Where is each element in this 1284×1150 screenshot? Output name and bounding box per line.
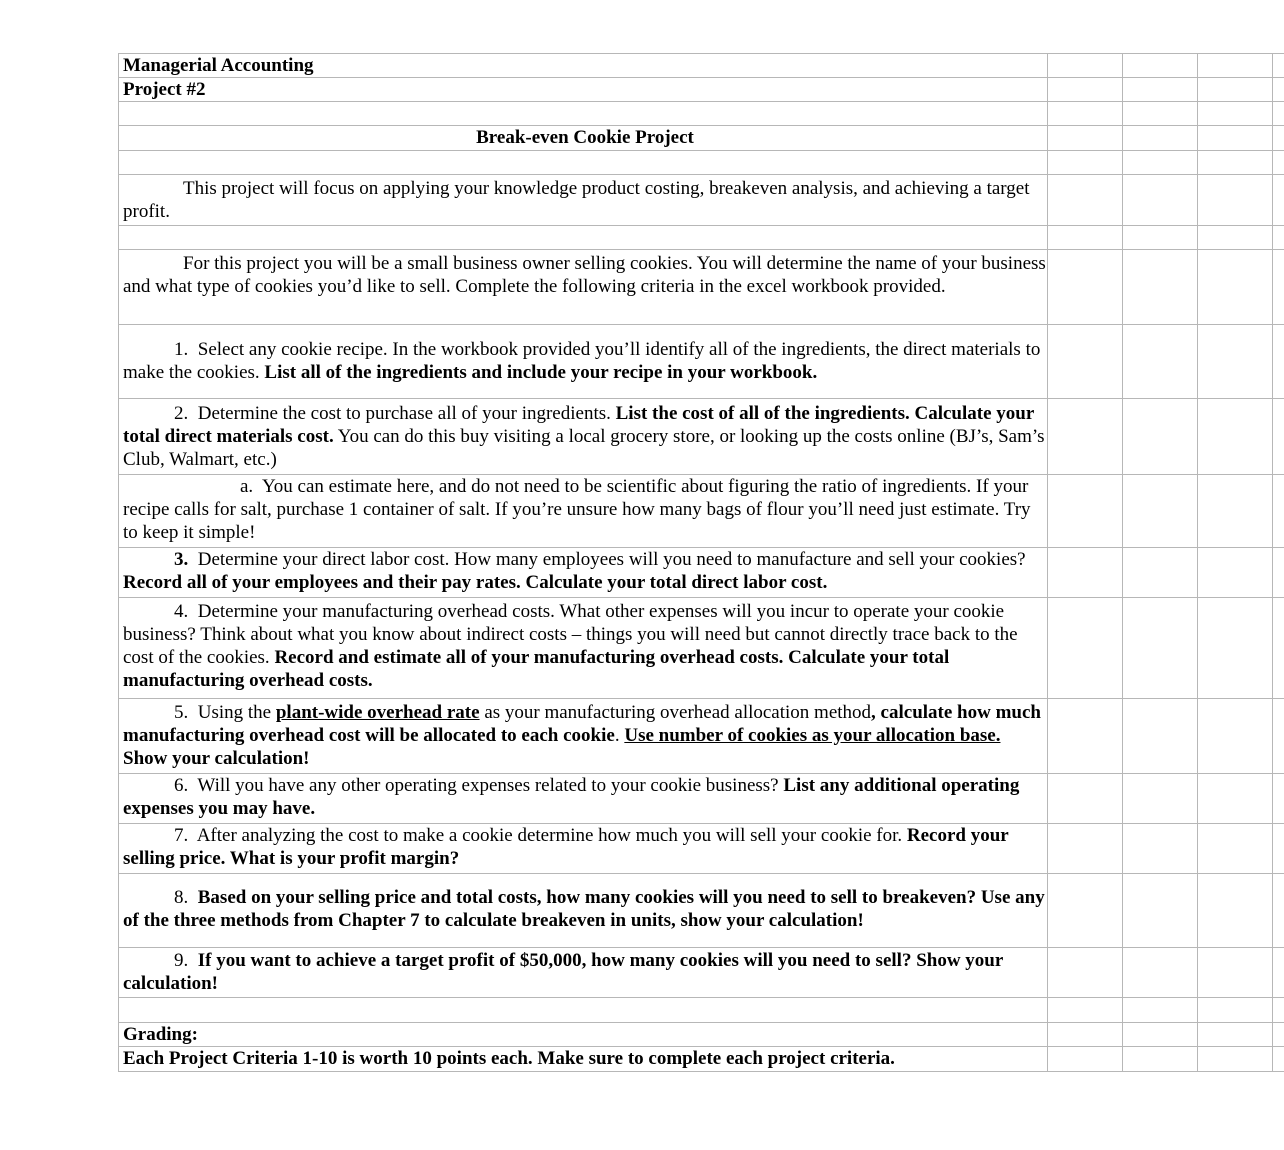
empty-cell[interactable] [1123, 998, 1198, 1023]
empty-cell[interactable] [1123, 151, 1198, 175]
empty-cell[interactable] [1048, 475, 1123, 548]
empty-cell[interactable] [1123, 399, 1198, 475]
empty-cell[interactable] [1198, 226, 1273, 250]
empty-cell[interactable] [1048, 54, 1123, 78]
empty-cell[interactable] [1198, 54, 1273, 78]
empty-cell[interactable] [1198, 598, 1273, 699]
empty-cell[interactable] [1123, 102, 1198, 126]
empty-cell[interactable] [119, 151, 1048, 175]
empty-cell[interactable] [1273, 824, 1284, 874]
row-intro-1 [119, 175, 1284, 226]
empty-cell[interactable] [1048, 1047, 1123, 1072]
empty-cell[interactable] [1123, 874, 1198, 948]
empty-cell[interactable] [1123, 250, 1198, 325]
empty-cell[interactable] [119, 998, 1048, 1023]
row-criterion-2 [119, 399, 1284, 475]
empty-cell[interactable] [1273, 151, 1284, 175]
empty-cell[interactable] [1123, 774, 1198, 824]
empty-cell[interactable] [1048, 226, 1123, 250]
empty-cell[interactable] [1048, 151, 1123, 175]
empty-cell[interactable] [1198, 325, 1273, 399]
empty-cell[interactable] [1273, 1047, 1284, 1072]
criterion-2a[interactable]: a. You can estimate here, and do not need to be scientific about figuring the ratio of ingredients. If your recipe calls for salt, purchase 1 container of salt. If you’re unsure how many bags of flour you’ll need just estimate. Try to keep it simple! [119, 475, 1048, 548]
cell-course[interactable]: Managerial Accounting [119, 54, 1048, 78]
row-criterion-4 [119, 598, 1284, 699]
empty-cell[interactable] [1273, 399, 1284, 475]
empty-cell[interactable] [1198, 175, 1273, 226]
empty-cell[interactable] [1273, 948, 1284, 998]
empty-cell[interactable] [1198, 774, 1273, 824]
criterion-4[interactable]: 4. Determine your manufacturing overhead costs. What other expenses will you incur to operate your cookie business? Think about what you know about indirect costs – things you will need but cannot directly trace back to the cost of the cookies. Record and estimate all of your manufacturing overhead costs. Calculate your total manufacturing overhead costs. [119, 598, 1048, 699]
empty-cell[interactable] [1273, 325, 1284, 399]
spreadsheet-grid [118, 53, 1284, 1072]
grading-text[interactable]: Each Project Criteria 1-10 is worth 10 points each. Make sure to complete each project criteria. [119, 1047, 1048, 1072]
empty-cell[interactable] [1123, 598, 1198, 699]
spreadsheet [118, 53, 1284, 1072]
page-title[interactable]: Break-even Cookie Project [119, 126, 1048, 151]
empty-cell[interactable] [1048, 548, 1123, 598]
empty-cell[interactable] [1048, 598, 1123, 699]
empty-cell[interactable] [1048, 998, 1123, 1023]
empty-cell[interactable] [1198, 126, 1273, 151]
empty-cell[interactable] [1273, 1023, 1284, 1047]
grading-label[interactable]: Grading: [119, 1023, 1048, 1047]
empty-cell[interactable] [1198, 1047, 1273, 1072]
empty-cell[interactable] [1198, 250, 1273, 325]
empty-cell[interactable] [1273, 54, 1284, 78]
intro-paragraph-2[interactable]: For this project you will be a small business owner selling cookies. You will determine the name of your business and what type of cookies you’d like to sell. Complete the following criteria in the excel workbook provided. [119, 250, 1048, 325]
empty-cell[interactable] [1273, 226, 1284, 250]
empty-cell[interactable] [1123, 325, 1198, 399]
empty-cell[interactable] [1198, 548, 1273, 598]
empty-cell[interactable] [1048, 325, 1123, 399]
empty-cell[interactable] [1198, 699, 1273, 774]
criterion-7[interactable]: 7. After analyzing the cost to make a cookie determine how much you will sell your cookie for. Record your selling price. What is your profit margin? [119, 824, 1048, 874]
criterion-5[interactable]: 5. Using the plant-wide overhead rate as your manufacturing overhead allocation method, calculate how much manufacturing overhead cost will be allocated to each cookie. Use number of cookies as your allocation base. Show your calculation! [119, 699, 1048, 774]
empty-cell[interactable] [1198, 475, 1273, 548]
empty-cell[interactable] [1273, 998, 1284, 1023]
criterion-9[interactable]: 9. If you want to achieve a target profit of $50,000, how many cookies will you need to sell? Show your calculation! [119, 948, 1048, 998]
criterion-6[interactable]: 6. Will you have any other operating expenses related to your cookie business? List any additional operating expenses you may have. [119, 774, 1048, 824]
row-title [119, 126, 1284, 151]
empty-cell[interactable] [1048, 78, 1123, 102]
criterion-3[interactable]: 3. Determine your direct labor cost. How many employees will you need to manufacture and sell your cookies? Record all of your employees and their pay rates. Calculate your total direct labor cost. [119, 548, 1048, 598]
empty-cell[interactable] [1198, 151, 1273, 175]
empty-cell[interactable] [1048, 399, 1123, 475]
empty-cell[interactable] [1273, 874, 1284, 948]
empty-cell[interactable] [1273, 475, 1284, 548]
empty-cell[interactable] [1273, 175, 1284, 226]
empty-cell[interactable] [1273, 102, 1284, 126]
empty-cell[interactable] [1123, 948, 1198, 998]
empty-cell[interactable] [1198, 824, 1273, 874]
empty-cell[interactable] [1198, 399, 1273, 475]
empty-cell[interactable] [1048, 699, 1123, 774]
empty-cell[interactable] [1123, 175, 1198, 226]
criterion-1[interactable]: 1. Select any cookie recipe. In the workbook provided you’ll identify all of the ingredients, the direct materials to make the cookies. List all of the ingredients and include your recipe in your workbook. [119, 325, 1048, 399]
empty-cell[interactable] [1123, 824, 1198, 874]
empty-cell[interactable] [1048, 1023, 1123, 1047]
empty-cell[interactable] [1273, 548, 1284, 598]
row-criterion-3 [119, 548, 1284, 598]
empty-cell[interactable] [1273, 598, 1284, 699]
empty-cell[interactable] [1123, 1047, 1198, 1072]
empty-cell[interactable] [1123, 699, 1198, 774]
empty-cell[interactable] [1123, 54, 1198, 78]
row-intro-2 [119, 250, 1284, 325]
empty-cell[interactable] [1048, 175, 1123, 226]
empty-cell[interactable] [1048, 102, 1123, 126]
row-criterion-5 [119, 699, 1284, 774]
row-grading-label [119, 1023, 1284, 1047]
row-criterion-8 [119, 874, 1284, 948]
empty-cell[interactable] [1273, 250, 1284, 325]
empty-cell[interactable] [1198, 102, 1273, 126]
row-grading-text [119, 1047, 1284, 1072]
criterion-2[interactable]: 2. Determine the cost to purchase all of your ingredients. List the cost of all of the ingredients. Calculate your total direct materials cost. You can do this buy visiting a local grocery store, or looking up the costs online (BJ’s, Sam’s Club, Walmart, etc.) [119, 399, 1048, 475]
empty-cell[interactable] [1123, 1023, 1198, 1047]
row-criterion-1 [119, 325, 1284, 399]
empty-cell[interactable] [1273, 126, 1284, 151]
empty-cell[interactable] [1048, 250, 1123, 325]
row-criterion-9 [119, 948, 1284, 998]
empty-cell[interactable] [1123, 226, 1198, 250]
row-course [119, 54, 1284, 78]
empty-cell[interactable] [1198, 1023, 1273, 1047]
empty-cell[interactable] [1198, 78, 1273, 102]
empty-cell[interactable] [1198, 948, 1273, 998]
empty-cell[interactable] [1048, 824, 1123, 874]
empty-cell[interactable] [1048, 948, 1123, 998]
empty-cell[interactable] [1123, 126, 1198, 151]
row-blank [119, 226, 1284, 250]
row-criterion-7 [119, 824, 1284, 874]
empty-cell[interactable] [1048, 874, 1123, 948]
empty-cell[interactable] [1273, 699, 1284, 774]
empty-cell[interactable] [1273, 774, 1284, 824]
empty-cell[interactable] [1123, 548, 1198, 598]
row-blank [119, 151, 1284, 175]
empty-cell[interactable] [1048, 126, 1123, 151]
empty-cell[interactable] [119, 226, 1048, 250]
empty-cell[interactable] [1048, 774, 1123, 824]
empty-cell[interactable] [1123, 78, 1198, 102]
cell-project[interactable]: Project #2 [119, 78, 1048, 102]
row-criterion-6 [119, 774, 1284, 824]
row-blank [119, 102, 1284, 126]
row-criterion-2a [119, 475, 1284, 548]
intro-paragraph-1[interactable]: This project will focus on applying your knowledge product costing, breakeven analysis, and achieving a target profit. [119, 175, 1048, 226]
empty-cell[interactable] [1273, 78, 1284, 102]
row-blank [119, 998, 1284, 1023]
row-project [119, 78, 1284, 102]
criterion-8[interactable]: 8. Based on your selling price and total costs, how many cookies will you need to sell to breakeven? Use any of the three methods from Chapter 7 to calculate breakeven in units, show your calculation! [119, 874, 1048, 948]
empty-cell[interactable] [1123, 475, 1198, 548]
empty-cell[interactable] [1198, 874, 1273, 948]
empty-cell[interactable] [119, 102, 1048, 126]
empty-cell[interactable] [1198, 998, 1273, 1023]
